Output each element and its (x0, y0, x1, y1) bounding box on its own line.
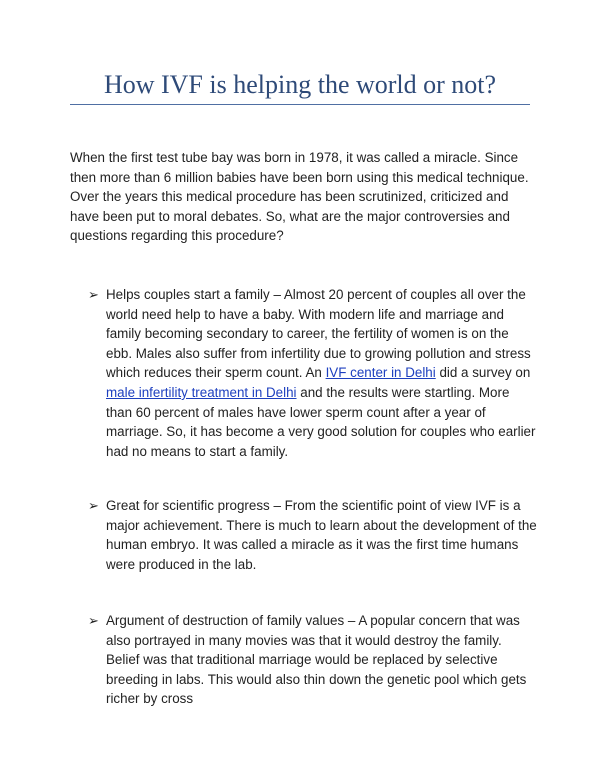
page-title: How IVF is helping the world or not? (103, 70, 497, 99)
ivf-center-link[interactable]: IVF center in Delhi (325, 365, 436, 381)
list-item (88, 611, 538, 709)
title-underline (70, 104, 530, 105)
arrow-bullet-icon: ➢ (88, 613, 99, 628)
list-item (88, 285, 538, 461)
intro-paragraph: When the first test tube bay was born in 1978, it was called a miracle. Since then more than 6 million babies have been born using this medical technique. Over the years this medical procedure has been scrutinized, criticized and have been put to moral debates. So, what are the major controversies and questions regarding this procedure? (70, 150, 529, 244)
bullet-text: Great for scientific progress – From the scientific point of view IVF is a major achievement. There is much to learn about the development of the human embryo. It was called a miracle as it was the first time humans were produced in the lab. (106, 498, 537, 572)
bullet-text: Argument of destruction of family values – A popular concern that was also portrayed in many movies was that it would destroy the family. Belief was that traditional marriage would be replaced by selective breeding in labs. This would also thin down the genetic pool which gets richer by cross (106, 613, 527, 707)
male-infertility-link[interactable]: male infertility treatment in Delhi (106, 384, 297, 400)
arrow-bullet-icon: ➢ (88, 498, 99, 513)
list-item (88, 496, 538, 574)
arrow-bullet-icon: ➢ (88, 287, 99, 302)
bullet-text-part: Helps couples start a family – Almost 20 percent of couples all over the world need help to have a baby. With modern life and marriage and family becoming secondary to career, the fertility of women is on the ebb. Males also suffer from infertility due to growing pollution and stress which reduces their sperm count. An (106, 287, 531, 381)
bullet-text-part: did a survey on (435, 365, 531, 381)
bullet-text (106, 285, 538, 461)
bullet-text-part: and the results were startling. More than 60 percent of males have lower sperm count after a year of marriage. So, it has become a very good solution for couples who earlier had no means to start a family. (106, 384, 536, 459)
